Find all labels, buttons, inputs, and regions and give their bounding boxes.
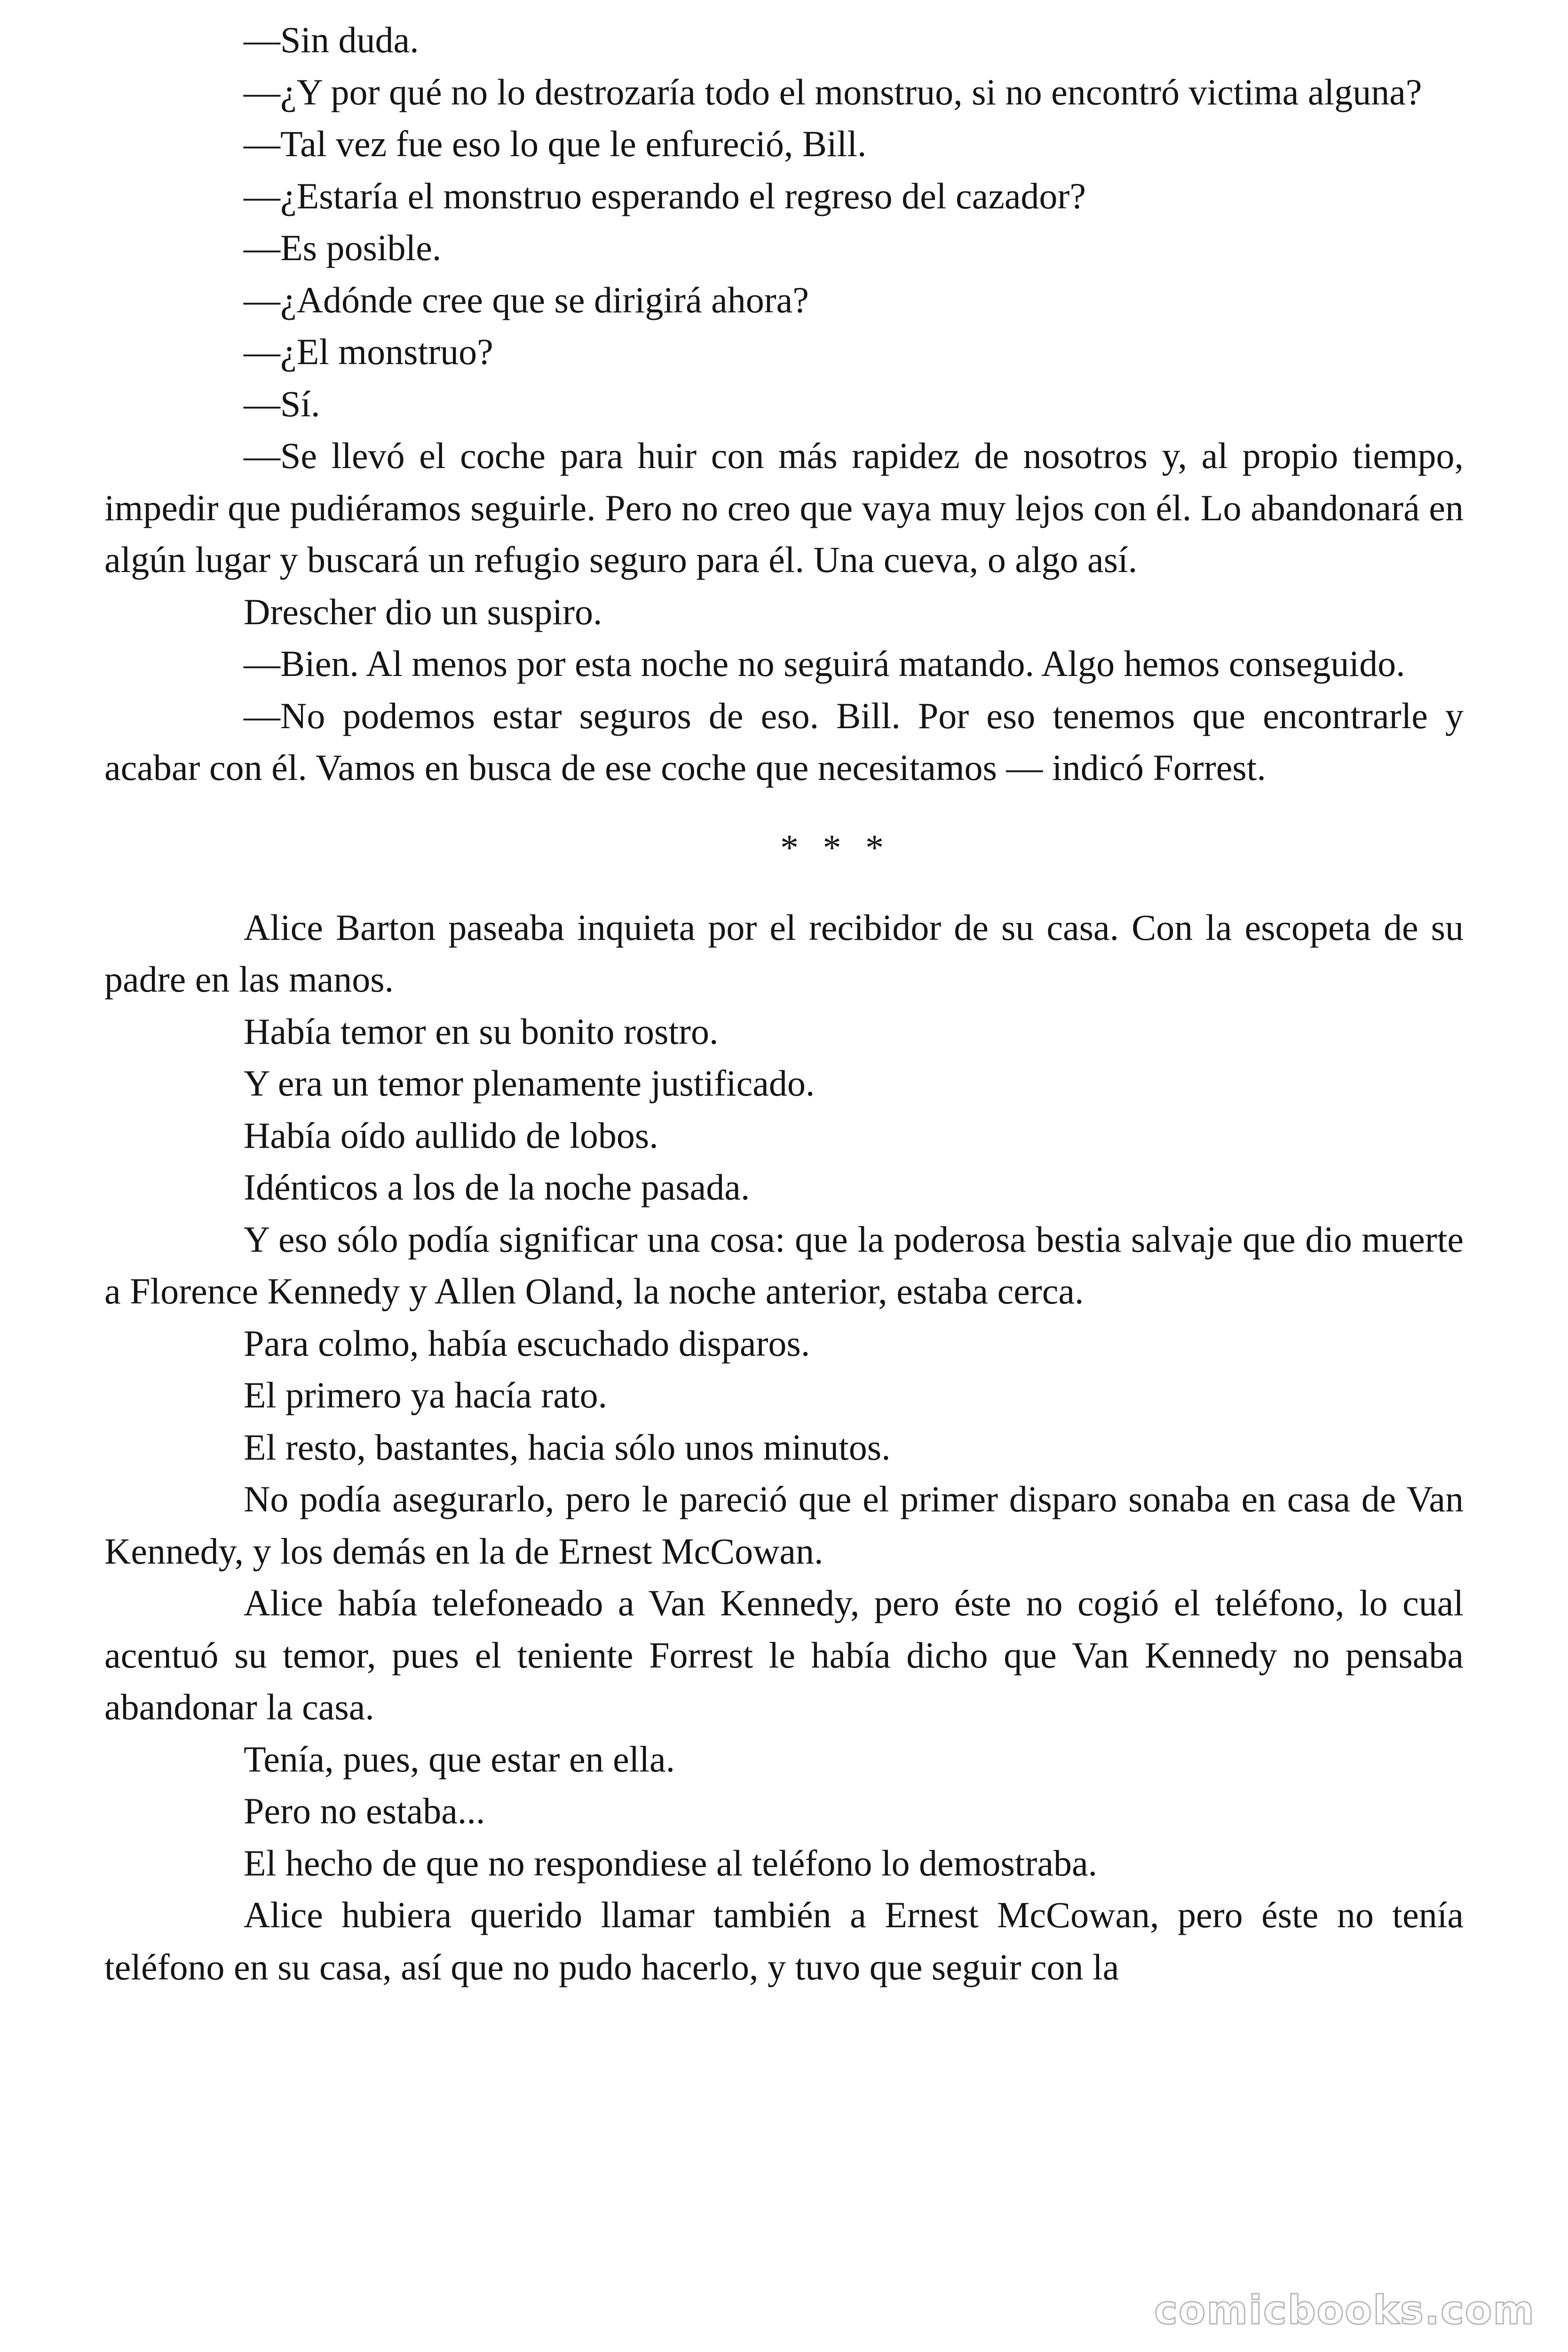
paragraph: Y eso sólo podía significar una cosa: que la poderosa bestia salvaje que dio muerte a Florence Kennedy y Allen Oland, la noche anterior, estaba cerca. bbox=[104, 1218, 1464, 1311]
paragraph: Alice hubiera querido llamar también a Ernest McCowan, pero éste no tenía teléfono en su casa, así que no pudo hacerlo, y tuvo que seguir con la bbox=[104, 1894, 1464, 1987]
paragraph: —Tal vez fue eso lo que le enfureció, Bill. bbox=[244, 123, 867, 164]
paragraph: Y era un temor plenamente justificado. bbox=[244, 1063, 815, 1104]
paragraph: Tenía, pues, que estar en ella. bbox=[244, 1738, 675, 1780]
paragraph: Para colmo, había escuchado disparos. bbox=[244, 1322, 810, 1364]
paragraph: Idénticos a los de la noche pasada. bbox=[244, 1167, 750, 1208]
paragraph: El primero ya hacía rato. bbox=[244, 1375, 608, 1415]
paragraph: Alice había telefoneado a Van Kennedy, pero éste no cogió el teléfono, lo cual acentuó su temor, pues el teniente Forrest le había dicho que Van Kennedy no pensaba abandonar la casa. bbox=[104, 1582, 1464, 1727]
paragraph: —Se llevó el coche para huir con más rapidez de nosotros y, al propio tiempo, impedir que pudiéramos seguirle. Pero no creo que vaya muy lejos con él. Lo abandonará en algún lugar y buscará un refugio seguro para él. Una cueva, o algo así. bbox=[104, 435, 1464, 580]
paragraph: —¿Adónde cree que se dirigirá ahora? bbox=[244, 279, 809, 320]
paragraph: —¿Estaría el monstruo esperando el regreso del cazador? bbox=[244, 175, 1086, 216]
paragraph: Había temor en su bonito rostro. bbox=[244, 1010, 719, 1052]
page-body bbox=[104, 14, 1464, 1993]
paragraph: —Sin duda. bbox=[244, 19, 419, 60]
paragraph: El hecho de que no respondiese al teléfono lo demostraba. bbox=[244, 1842, 1098, 1883]
paragraph: Había oído aullido de lobos. bbox=[244, 1114, 658, 1156]
paragraph: El resto, bastantes, hacia sólo unos minutos. bbox=[244, 1426, 891, 1468]
paragraph: —No podemos estar seguros de eso. Bill. Por eso tenemos que encontrarle y acabar con él. Vamos en busca de ese coche que necesitamos — indicó Forrest. bbox=[104, 695, 1464, 788]
section-separator bbox=[104, 794, 1464, 902]
paragraph: —Es posible. bbox=[244, 227, 442, 268]
paragraph: —Bien. Al menos por esta noche no seguirá matando. Algo hemos conseguido. bbox=[244, 643, 1405, 684]
paragraph: No podía asegurarlo, pero le pareció que el primer disparo sonaba en casa de Van Kennedy, y los demás en la de Ernest McCowan. bbox=[104, 1478, 1464, 1572]
separator-asterisks: * * * bbox=[780, 827, 891, 868]
paragraph: Drescher dio un suspiro. bbox=[244, 591, 602, 632]
paragraph: Alice Barton paseaba inquieta por el recibidor de su casa. Con la escopeta de su padre en las manos. bbox=[104, 906, 1464, 1000]
text-block-a bbox=[104, 14, 1464, 794]
text-block-b bbox=[104, 902, 1464, 1994]
paragraph: —¿El monstruo? bbox=[244, 331, 493, 372]
watermark-logo: comicbooks.com bbox=[1154, 2287, 1535, 2333]
paragraph: —Sí. bbox=[244, 383, 320, 424]
paragraph: Pero no estaba... bbox=[244, 1790, 485, 1831]
paragraph: —¿Y por qué no lo destrozaría todo el monstruo, si no encontró victima alguna? bbox=[244, 71, 1422, 112]
